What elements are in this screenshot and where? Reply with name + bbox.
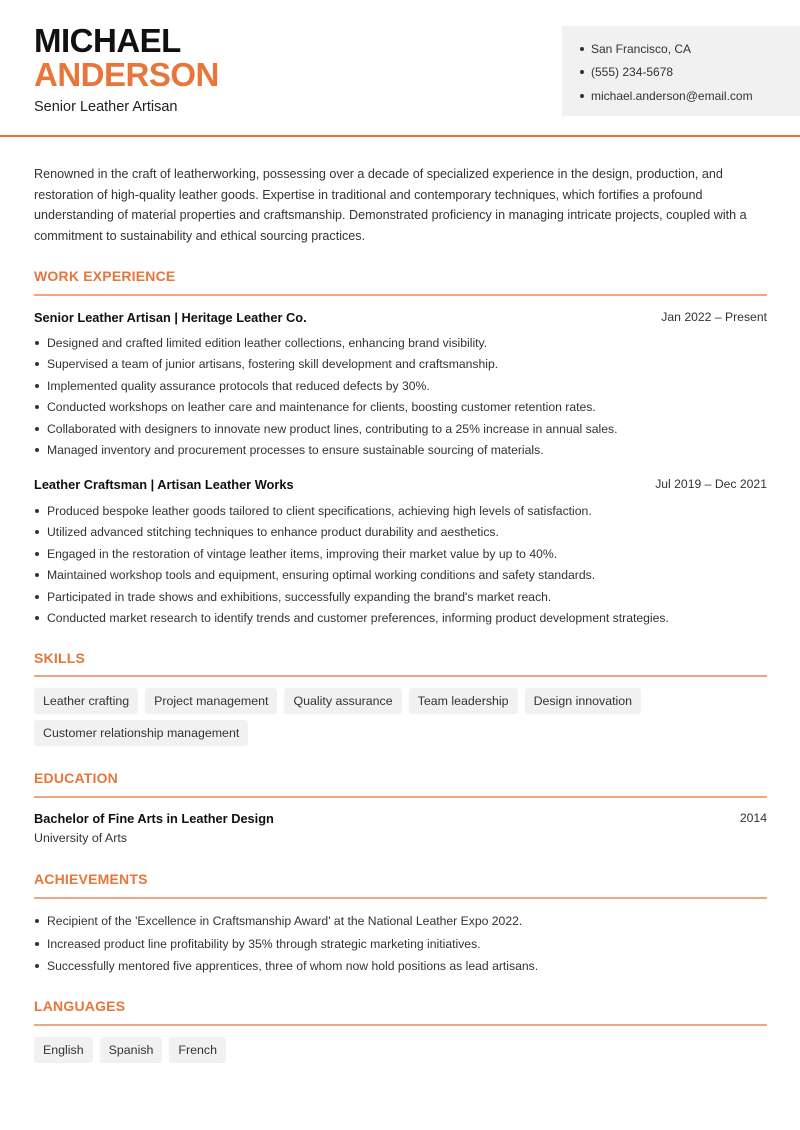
languages-list	[34, 1037, 774, 1069]
skills-list	[34, 688, 774, 752]
contact-phone-text: (555) 234-5678	[591, 65, 674, 80]
last-name: ANDERSON	[34, 56, 219, 93]
list-item: Implemented quality assurance protocols that reduced defects by 30%.	[34, 377, 767, 398]
language-chip: Spanish	[100, 1037, 163, 1063]
contact-email-text[interactable]: michael.anderson@email.com	[591, 88, 753, 103]
job-bullets	[34, 334, 767, 462]
section-divider	[34, 294, 767, 296]
job-header	[34, 310, 767, 325]
job-dates: Jan 2022 – Present	[661, 310, 767, 324]
job-header	[34, 477, 767, 492]
languages-heading: LANGUAGES	[34, 998, 126, 1014]
section-divider	[34, 897, 767, 899]
list-item: Supervised a team of junior artisans, fostering skill development and craftsmanship.	[34, 355, 767, 376]
education-header	[34, 811, 767, 826]
resume-header	[0, 0, 800, 138]
skill-chip: Customer relationship management	[34, 720, 248, 746]
list-item: Recipient of the 'Excellence in Craftsmanship Award' at the National Leather Expo 2022.	[34, 912, 767, 935]
bullet-icon	[580, 94, 584, 98]
achievements-heading: ACHIEVEMENTS	[34, 871, 148, 887]
contact-location	[580, 37, 800, 61]
education-heading: EDUCATION	[34, 770, 118, 786]
list-item: Managed inventory and procurement processes to ensure sustainable sourcing of materials.	[34, 441, 767, 462]
job-title: Senior Leather Artisan	[34, 99, 178, 115]
skill-chip: Project management	[145, 688, 277, 714]
job-role: Leather Craftsman | Artisan Leather Works	[34, 477, 294, 492]
first-name: MICHAEL	[34, 22, 181, 59]
skill-chip: Design innovation	[525, 688, 642, 714]
list-item: Conducted market research to identify trends and customer preferences, informing product development strategies.	[34, 609, 767, 630]
list-item: Successfully mentored five apprentices, three of whom now hold positions as lead artisans.	[34, 957, 767, 980]
section-divider	[34, 675, 767, 677]
list-item: Maintained workshop tools and equipment, ensuring optimal working conditions and safety standards.	[34, 566, 767, 587]
skill-chip: Leather crafting	[34, 688, 138, 714]
section-divider	[34, 1024, 767, 1026]
list-item: Collaborated with designers to innovate new product lines, contributing to a 25% increase in annual sales.	[34, 420, 767, 441]
job-bullets	[34, 502, 767, 630]
list-item: Increased product line profitability by 35% through strategic marketing initiatives.	[34, 935, 767, 958]
summary-paragraph: Renowned in the craft of leatherworking, possessing over a decade of specialized experience in the design, production, and restoration of high-quality leather goods. Expertise in traditional and contemporary techniques, which fortifies a profound understanding of material properties and craftsmanship. Demonstrated proficiency in managing intricate projects, coupled with a commitment to sustainability and ethical sourcing practices.	[34, 167, 747, 244]
language-chip: French	[169, 1037, 226, 1063]
skill-chip: Team leadership	[409, 688, 518, 714]
skills-heading: SKILLS	[34, 650, 85, 666]
list-item: Participated in trade shows and exhibitions, successfully expanding the brand's market reach.	[34, 588, 767, 609]
graduation-year: 2014	[739, 811, 767, 825]
school-name: University of Arts	[34, 831, 127, 845]
section-divider	[34, 796, 767, 798]
list-item: Utilized advanced stitching techniques to enhance product durability and aesthetics.	[34, 523, 767, 544]
bullet-icon	[580, 47, 584, 51]
skill-chip: Quality assurance	[284, 688, 401, 714]
language-chip: English	[34, 1037, 93, 1063]
job-role: Senior Leather Artisan | Heritage Leather Co.	[34, 310, 307, 325]
contact-location-text: San Francisco, CA	[591, 41, 692, 56]
bullet-icon	[580, 70, 584, 74]
contact-box	[562, 26, 800, 116]
contact-phone	[580, 61, 800, 85]
achievements-list	[34, 912, 767, 980]
contact-email[interactable]	[580, 84, 800, 108]
job-dates: Jul 2019 – Dec 2021	[655, 477, 767, 491]
work-experience-heading: WORK EXPERIENCE	[34, 268, 176, 284]
list-item: Designed and crafted limited edition leather collections, enhancing brand visibility.	[34, 334, 767, 355]
header-divider	[0, 135, 800, 137]
list-item: Produced bespoke leather goods tailored to client specifications, achieving high levels of satisfaction.	[34, 502, 767, 523]
degree-title: Bachelor of Fine Arts in Leather Design	[34, 811, 274, 826]
list-item: Conducted workshops on leather care and maintenance for clients, boosting customer retention rates.	[34, 398, 767, 419]
list-item: Engaged in the restoration of vintage leather items, improving their market value by up to 40%.	[34, 545, 767, 566]
